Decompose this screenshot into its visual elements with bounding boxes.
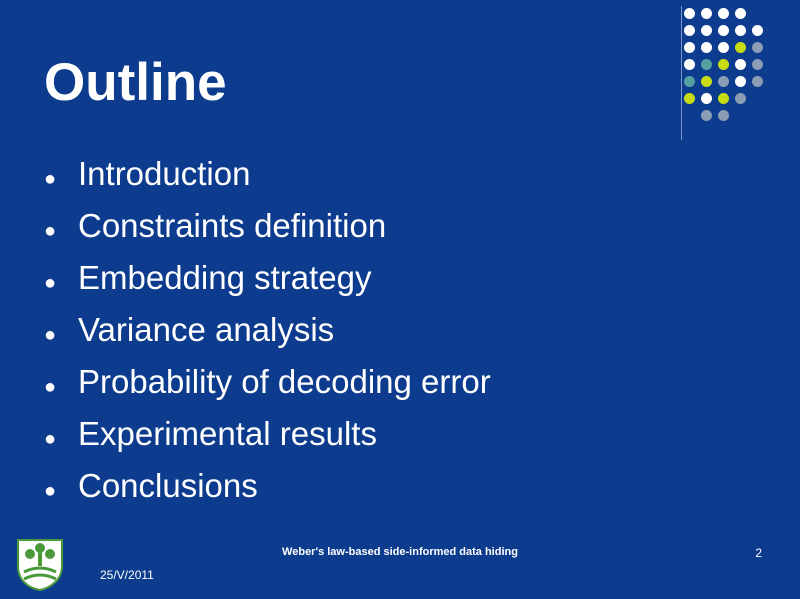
bullet-icon: ●: [44, 376, 57, 398]
footer-title: Weber's law-based side-informed data hiding: [282, 546, 518, 558]
decorative-dot: [718, 93, 729, 104]
page-title: Outline: [44, 53, 227, 112]
decorative-dot: [735, 42, 746, 53]
list-item-label: Experimental results: [78, 415, 377, 452]
decorative-dot: [701, 42, 712, 53]
list-item: [40, 256, 740, 308]
footer-page-number: 2: [755, 546, 762, 560]
bullet-icon: ●: [44, 168, 57, 190]
decorative-dot: [701, 110, 712, 121]
decorative-dot: [684, 76, 695, 87]
dot-matrix-decoration: [684, 8, 776, 128]
list-item: [40, 308, 740, 360]
list-item: [40, 204, 740, 256]
decorative-dot: [752, 42, 763, 53]
decorative-dot: [718, 110, 729, 121]
decorative-dot: [701, 59, 712, 70]
decorative-dot: [684, 93, 695, 104]
decorative-dot: [735, 76, 746, 87]
decorative-dot: [718, 59, 729, 70]
bullet-icon: ●: [44, 220, 57, 242]
decorative-dot: [684, 59, 695, 70]
decorative-dot: [735, 93, 746, 104]
list-item-label: Conclusions: [78, 467, 258, 504]
bullet-icon: ●: [44, 428, 57, 450]
list-item: [40, 412, 740, 464]
decorative-dot: [701, 93, 712, 104]
list-item-label: Introduction: [78, 155, 251, 192]
decorative-dot: [718, 42, 729, 53]
decorative-dot: [735, 59, 746, 70]
decorative-dot: [718, 25, 729, 36]
decorative-dot: [752, 76, 763, 87]
list-item-label: Variance analysis: [78, 311, 335, 348]
decorative-dot: [684, 25, 695, 36]
list-item: [40, 152, 740, 204]
decorative-dot: [735, 8, 746, 19]
institution-logo: [12, 530, 68, 592]
decorative-dot: [735, 25, 746, 36]
outline-list: [40, 152, 740, 516]
decorative-dot: [752, 59, 763, 70]
decorative-dot: [701, 25, 712, 36]
list-item: [40, 360, 740, 412]
list-item-label: Constraints definition: [78, 207, 387, 244]
decorative-dot: [701, 8, 712, 19]
bullet-icon: ●: [44, 272, 57, 294]
decorative-dot: [701, 76, 712, 87]
decorative-dot: [718, 8, 729, 19]
list-item-label: Probability of decoding error: [78, 363, 491, 400]
list-item: [40, 464, 740, 516]
bullet-icon: ●: [44, 480, 57, 502]
decorative-dot: [718, 76, 729, 87]
bullet-icon: ●: [44, 324, 57, 346]
list-item-label: Embedding strategy: [78, 259, 372, 296]
decorative-dot: [684, 8, 695, 19]
decorative-dot: [684, 42, 695, 53]
vertical-divider: [681, 6, 682, 140]
footer-date: 25/V/2011: [100, 568, 154, 582]
decorative-dot: [752, 25, 763, 36]
